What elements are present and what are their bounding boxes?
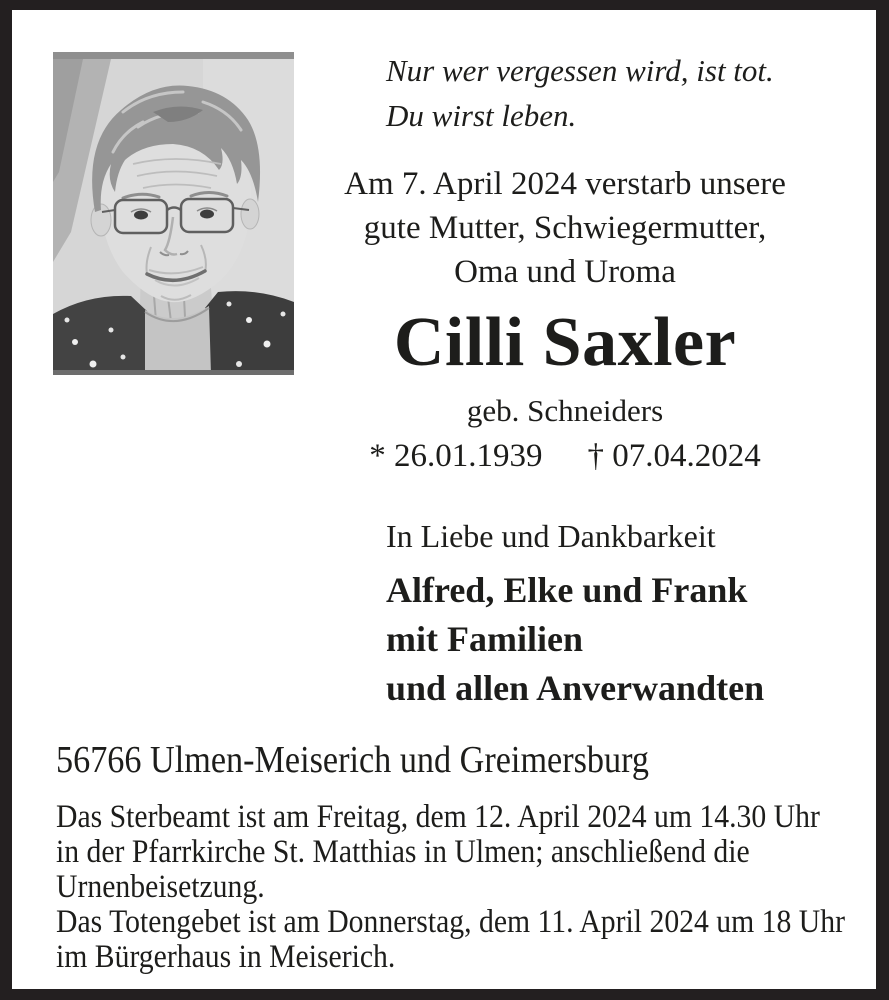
mourners-line: mit Familien [386, 619, 583, 659]
birth-date: * 26.01.1939 [369, 438, 543, 474]
life-dates [324, 438, 806, 475]
obituary-card [12, 10, 876, 989]
epigraph-line: Du wirst leben. [386, 98, 577, 133]
service-line: im Bürgerhaus in Meiserich. [56, 939, 396, 975]
mourners-line: Alfred, Elke und Frank [386, 570, 748, 610]
death-date: † 07.04.2024 [587, 438, 761, 474]
portrait-photo [53, 52, 294, 375]
announcement-line: Oma und Uroma [454, 254, 676, 290]
service-line: Urnenbeisetzung. [56, 869, 265, 905]
announcement-line: Am 7. April 2024 verstarb unsere [344, 166, 786, 202]
service-line: in der Pfarrkirche St. Matthias in Ulmen; anschließend die [56, 834, 750, 870]
epigraph [386, 48, 774, 138]
service-line: Das Sterbeamt ist am Freitag, dem 12. April 2024 um 14.30 Uhr [56, 799, 820, 835]
deceased-name: Cilli Saxler [393, 304, 737, 381]
service-line: Das Totengebet ist am Donnerstag, dem 11. April 2024 um 18 Uhr [56, 904, 845, 940]
service-info [56, 800, 845, 975]
farewell-lead: In Liebe und Dankbarkeit [386, 518, 716, 554]
death-announcement [324, 162, 806, 294]
announcement-line: gute Mutter, Schwiegermutter, [363, 210, 767, 246]
maiden-name: geb. Schneiders [466, 393, 664, 428]
mourners [386, 566, 764, 713]
epigraph-line: Nur wer vergessen wird, ist tot. [386, 53, 774, 88]
location-line: 56766 Ulmen-Meiserich und Greimersburg [56, 739, 650, 781]
mourners-line: und allen Anverwandten [386, 668, 765, 708]
